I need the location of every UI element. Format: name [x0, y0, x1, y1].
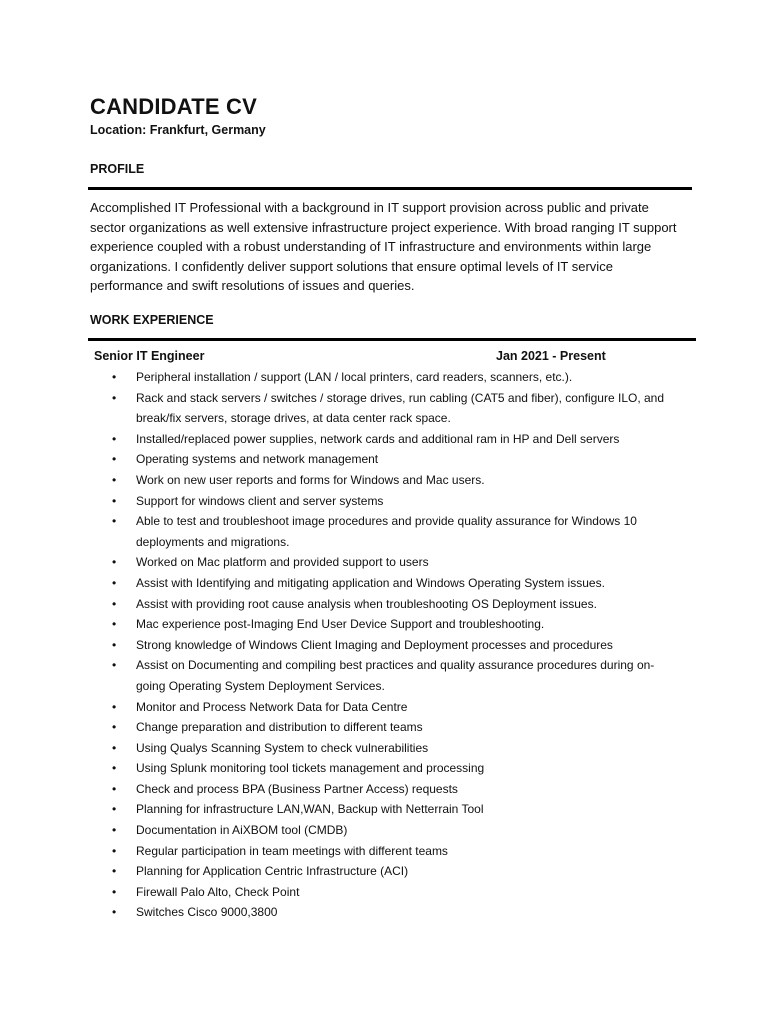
job-dates: Jan 2021 - Present [496, 349, 606, 363]
duty-text: Rack and stack servers / switches / storage drives, run cabling (CAT5 and fiber), configure ILO, and break/fix servers, storage drives, at data center rack space. [136, 390, 665, 426]
duty-item [0, 552, 768, 573]
duty-item [0, 655, 768, 696]
bullet-icon: • [112, 761, 117, 776]
bullet-icon: • [112, 575, 117, 590]
profile-divider [88, 187, 692, 190]
bullet-icon: • [112, 452, 117, 467]
duty-item [0, 388, 768, 429]
bullet-icon: • [112, 637, 117, 652]
duty-item [0, 820, 768, 841]
duty-text: Operating systems and network management [136, 452, 379, 467]
bullet-icon: • [112, 843, 117, 858]
duty-text: Using Qualys Scanning System to check vulnerabilities [136, 740, 429, 755]
duty-text: Assist on Documenting and compiling best practices and quality assurance procedures during on-going Operating System Deployment Services. [136, 658, 655, 693]
bullet-icon: • [112, 472, 117, 487]
duty-item [0, 758, 768, 779]
duty-text: Firewall Palo Alto, Check Point [136, 884, 300, 899]
duty-text: Regular participation in team meetings with different teams [136, 843, 448, 858]
duty-text: Assist with Identifying and mitigating application and Windows Operating System issues. [136, 575, 605, 590]
bullet-icon: • [112, 905, 117, 920]
duty-text: Check and process BPA (Business Partner Access) requests [136, 781, 458, 796]
duty-item [0, 882, 768, 903]
bullet-icon: • [112, 720, 117, 735]
job-title: Senior IT Engineer [94, 349, 205, 363]
profile-text: Accomplished IT Professional with a background in IT support provision across public and private sector organizations as well extensive infrastructure project experience. With broad ranging IT support experience coupled with a robust understanding of IT infrastructure and environments within large organizations. I confidently deliver support solutions that ensure optimal levels of IT service performance and swift resolutions of issues and queries. [90, 200, 677, 294]
bullet-icon: • [112, 370, 117, 384]
duty-text: Worked on Mac platform and provided support to users [136, 555, 429, 570]
duty-text: Mac experience post-Imaging End User Device Support and troubleshooting. [136, 617, 545, 632]
duty-item [0, 717, 768, 738]
bullet-icon: • [112, 431, 117, 446]
duty-text: Planning for infrastructure LAN,WAN, Backup with Netterrain Tool [136, 802, 484, 817]
duty-text: Peripheral installation / support (LAN / local printers, card readers, scanners, etc.). [136, 370, 573, 384]
duty-item [0, 449, 768, 470]
duty-item [0, 367, 768, 388]
duty-text: Monitor and Process Network Data for Data Centre [136, 699, 408, 714]
duty-item [0, 429, 768, 450]
duty-item [0, 614, 768, 635]
bullet-icon: • [112, 555, 117, 570]
bullet-icon: • [112, 493, 117, 508]
bullet-icon: • [112, 658, 117, 673]
bullet-icon: • [112, 781, 117, 796]
duty-text: Work on new user reports and forms for Windows and Mac users. [136, 472, 485, 487]
bullet-icon: • [112, 617, 117, 632]
duty-text: Strong knowledge of Windows Client Imaging and Deployment processes and procedures [136, 637, 613, 652]
bullet-icon: • [112, 699, 117, 714]
duty-item [0, 841, 768, 862]
duty-item [0, 799, 768, 820]
bullet-icon: • [112, 864, 117, 879]
work-experience-heading: WORK EXPERIENCE [90, 313, 214, 327]
duty-text: Installed/replaced power supplies, network cards and additional ram in HP and Dell servers [136, 431, 620, 446]
bullet-icon: • [112, 884, 117, 899]
duty-item [0, 738, 768, 759]
duty-item [0, 902, 768, 923]
duty-text: Able to test and troubleshoot image procedures and provide quality assurance for Windows 10 deployments and migrations. [136, 514, 637, 549]
duty-item [0, 594, 768, 615]
profile-heading: PROFILE [90, 162, 145, 176]
bullet-icon: • [112, 802, 117, 817]
duty-text: Switches Cisco 9000,3800 [136, 905, 278, 920]
location-line: Location: Frankfurt, Germany [90, 123, 266, 137]
duty-text: Planning for Application Centric Infrastructure (ACI) [136, 864, 409, 879]
bullet-icon: • [112, 596, 117, 611]
duty-item [0, 779, 768, 800]
duty-text: Assist with providing root cause analysis when troubleshooting OS Deployment issues. [136, 596, 597, 611]
duty-text: Change preparation and distribution to different teams [136, 720, 423, 735]
bullet-icon: • [112, 514, 117, 529]
duty-item [0, 511, 768, 552]
duty-text: Using Splunk monitoring tool tickets management and processing [136, 761, 485, 776]
duty-item [0, 573, 768, 594]
bullet-icon: • [112, 740, 117, 755]
duty-item [0, 697, 768, 718]
bullet-icon: • [112, 390, 117, 405]
work-experience-divider [88, 338, 696, 341]
duty-item [0, 635, 768, 656]
document-title: CANDIDATE CV [90, 94, 257, 119]
duty-item [0, 470, 768, 491]
duty-text: Support for windows client and server systems [136, 493, 384, 508]
duties-list [0, 367, 768, 923]
bullet-icon: • [112, 823, 117, 838]
duty-text: Documentation in AiXBOM tool (CMDB) [136, 823, 348, 838]
duty-item [0, 491, 768, 512]
duty-item [0, 861, 768, 882]
